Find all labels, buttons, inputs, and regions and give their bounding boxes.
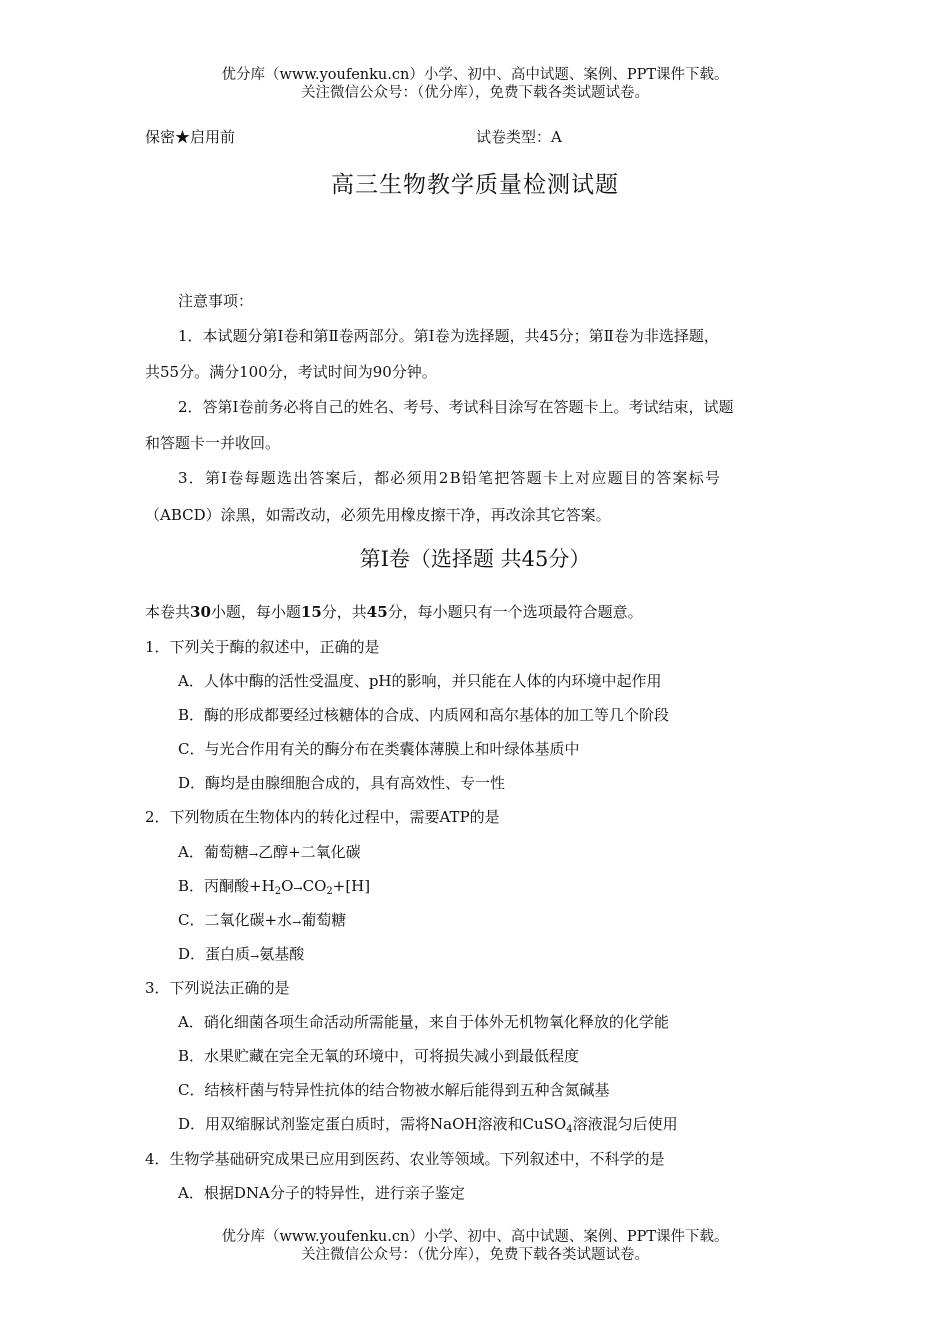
question-3-stem: 3．下列说法正确的是 <box>145 979 290 997</box>
notice-item-2-cont: 和答题卡一并收回。 <box>145 434 281 452</box>
question-2-option-a: A．葡萄糖→乙醇+二氧化碳 <box>178 843 361 861</box>
question-3-option-d: D．用双缩脲试剂鉴定蛋白质时，需将NaOH溶液和CuSO$_4$溶液混匀后使用 <box>178 1115 678 1135</box>
notice-item-3-cont: （ABCD）涂黑，如需改动，必须先用橡皮擦干净，再改涂其它答案。 <box>145 506 611 524</box>
page-footer <box>0 1228 950 1264</box>
footer-line-1: 优分库（www.youfenku.cn）小学、初中、高中试题、案例、PPT课件下载。 <box>221 1229 729 1245</box>
question-4-option-a: A．根据DNA分子的特异性，进行亲子鉴定 <box>178 1184 465 1202</box>
question-1-stem: 1．下列关于酶的叙述中，正确的是 <box>145 638 380 656</box>
arrow-icon: → <box>250 950 260 963</box>
notice-item-3: 3．第Ⅰ卷每题选出答案后，都必须用2B铅笔把答题卡上对应题目的答案标号 <box>178 469 722 487</box>
question-2-option-b: B．丙酮酸$+H_2O\to CO_2+[H]$ <box>178 877 371 897</box>
notice-heading: 注意事项： <box>178 292 254 310</box>
notice-item-1-cont: 共55分。满分100分，考试时间为90分钟。 <box>145 363 437 381</box>
question-4-stem: 4．生物学基础研究成果已应用到医药、农业等领域。下列叙述中，不科学的是 <box>145 1150 665 1168</box>
question-1-option-d: D．酶均是由腺细胞合成的，具有高效性、专一性 <box>178 774 506 792</box>
arrow-icon: → <box>293 882 303 895</box>
footer-line-2: 关注微信公众号：（优分库），免费下载各类试题试卷。 <box>301 1247 649 1263</box>
section-title: 第Ⅰ卷（选择题 共45分） <box>359 547 591 571</box>
question-1-option-a: A．人体中酶的活性受温度、pH的影响，并只能在人体的内环境中起作用 <box>178 672 662 690</box>
question-2-option-c: C．二氧化碳+水→葡萄糖 <box>178 911 347 929</box>
arrow-icon: → <box>248 848 259 861</box>
notice-item-1: 1．本试题分第Ⅰ卷和第Ⅱ卷两部分。第Ⅰ卷为选择题，共45分；第Ⅱ卷为非选择题， <box>178 327 719 345</box>
page-title: 高三生物教学质量检测试题 <box>331 172 619 198</box>
question-1-option-c: C．与光合作用有关的酶分布在类囊体薄膜上和叶绿体基质中 <box>178 740 580 758</box>
confidential-label: 保密★启用前 <box>145 128 236 146</box>
question-2-stem: 2．下列物质在生物体内的转化过程中，需要ATP的是 <box>145 808 500 826</box>
arrow-icon: → <box>292 916 302 929</box>
header-line-2: 关注微信公众号：（优分库），免费下载各类试题试卷。 <box>301 85 649 101</box>
question-1-option-b: B．酶的形成都要经过核糖体的合成、内质网和高尔基体的加工等几个阶段 <box>178 706 670 724</box>
paper-type-label: 试卷类型：A <box>476 128 562 146</box>
header-line-1: 优分库（www.youfenku.cn）小学、初中、高中试题、案例、PPT课件下载。 <box>221 67 729 83</box>
section-intro: 本卷共30小题，每小题15分，共45分，每小题只有一个选项最符合题意。 <box>145 603 643 621</box>
notice-item-2: 2．答第Ⅰ卷前务必将自己的姓名、考号、考试科目涂写在答题卡上。考试结束，试题 <box>178 398 734 416</box>
question-3-option-c: C．结核杆菌与特异性抗体的结合物被水解后能得到五种含氮碱基 <box>178 1081 610 1099</box>
question-3-option-b: B．水果贮藏在完全无氧的环境中，可将损失减小到最低程度 <box>178 1047 580 1065</box>
page-header <box>0 66 950 102</box>
question-3-option-a: A．硝化细菌各项生命活动所需能量，来自于体外无机物氧化释放的化学能 <box>178 1013 669 1031</box>
question-2-option-d: D．蛋白质→氨基酸 <box>178 945 305 963</box>
